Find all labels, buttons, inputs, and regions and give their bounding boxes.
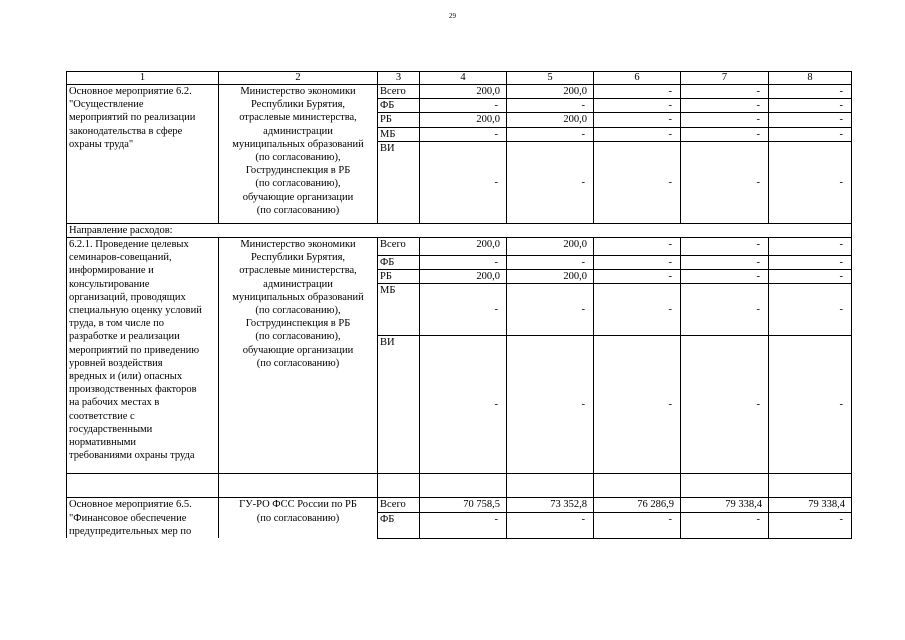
value-cell: - xyxy=(681,99,769,113)
direction-label: Направление расходов: xyxy=(67,223,852,237)
empty-cell xyxy=(420,474,507,498)
text-line: соответствие с xyxy=(69,410,135,422)
executor xyxy=(219,238,378,474)
column-header: 7 xyxy=(681,72,769,85)
column-header: 2 xyxy=(219,72,378,85)
value-cell: 200,0 xyxy=(507,238,594,256)
activity-name xyxy=(67,238,219,474)
value-cell: - xyxy=(420,99,507,113)
activity-name xyxy=(67,85,219,224)
funding-source: РБ xyxy=(378,113,420,127)
funding-row xyxy=(67,238,852,256)
text-line: Гострудинспекция в РБ xyxy=(245,318,351,330)
empty-cell xyxy=(681,474,769,498)
empty-cell xyxy=(378,474,420,498)
value-cell: - xyxy=(769,256,852,270)
value-cell: - xyxy=(769,99,852,113)
text-line: ГУ-РО ФСС России по РБ xyxy=(239,499,357,511)
value-cell: - xyxy=(769,512,852,538)
funding-source: Всего xyxy=(378,238,420,256)
value-cell: - xyxy=(681,85,769,99)
text-line: (по согласованию) xyxy=(256,512,340,524)
funding-row xyxy=(67,85,852,99)
column-header: 3 xyxy=(378,72,420,85)
value-cell: - xyxy=(594,99,681,113)
value-cell: - xyxy=(420,284,507,336)
header-row xyxy=(67,72,852,85)
value-cell: - xyxy=(594,284,681,336)
value-cell: 73 352,8 xyxy=(507,498,594,512)
text-line: семинаров-совещаний, xyxy=(69,252,172,264)
value-cell: - xyxy=(594,336,681,474)
spacer-row xyxy=(67,474,852,498)
activity-name xyxy=(67,498,219,538)
empty-cell xyxy=(219,474,378,498)
value-cell: - xyxy=(681,141,769,223)
text-line: Гострудинспекция в РБ xyxy=(245,165,351,177)
direction-row xyxy=(67,223,852,237)
value-cell: 200,0 xyxy=(507,85,594,99)
text-line: разработке и реализации xyxy=(69,331,180,343)
value-cell: - xyxy=(769,284,852,336)
text-line: государственными xyxy=(69,423,153,435)
text-line: муниципальных образований xyxy=(232,138,364,150)
value-cell: - xyxy=(769,336,852,474)
text-line: производственных факторов xyxy=(69,384,197,396)
budget-table xyxy=(66,71,852,539)
funding-source: Всего xyxy=(378,85,420,99)
value-cell: - xyxy=(507,141,594,223)
funding-source: РБ xyxy=(378,270,420,284)
text-line: Республики Бурятия, xyxy=(250,252,346,264)
executor xyxy=(219,85,378,224)
text-line: Республики Бурятия, xyxy=(250,99,346,111)
value-cell: - xyxy=(594,512,681,538)
text-line: на рабочих местах в xyxy=(69,397,160,409)
text-line: 6.2.1. Проведение целевых xyxy=(69,239,189,251)
empty-cell xyxy=(67,474,219,498)
page-number: 29 xyxy=(449,12,456,20)
value-cell: - xyxy=(594,85,681,99)
value-cell: - xyxy=(681,256,769,270)
text-line: "Осуществление xyxy=(69,99,144,111)
value-cell: - xyxy=(769,141,852,223)
value-cell: - xyxy=(681,238,769,256)
value-cell: 76 286,9 xyxy=(594,498,681,512)
text-line: муниципальных образований xyxy=(232,291,364,303)
text-line: предупредительных мер по xyxy=(69,525,192,537)
funding-source: МБ xyxy=(378,127,420,141)
text-line: мероприятий по приведению xyxy=(69,344,200,356)
column-header: 5 xyxy=(507,72,594,85)
value-cell: - xyxy=(594,141,681,223)
text-line: Основное мероприятие 6.2. xyxy=(69,86,192,97)
column-header: 6 xyxy=(594,72,681,85)
value-cell: - xyxy=(681,512,769,538)
value-cell: - xyxy=(594,256,681,270)
value-cell: 79 338,4 xyxy=(769,498,852,512)
text-line: специальную оценку условий xyxy=(69,305,202,317)
column-header: 4 xyxy=(420,72,507,85)
value-cell: - xyxy=(769,85,852,99)
value-cell: 200,0 xyxy=(420,113,507,127)
text-line: (по согласованию), xyxy=(255,178,341,190)
text-line: администрации xyxy=(263,125,333,137)
text-line: (по согласованию) xyxy=(256,357,340,369)
text-line: консультирование xyxy=(69,278,150,290)
value-cell: 200,0 xyxy=(420,270,507,284)
text-line: организаций, проводящих xyxy=(69,291,186,303)
value-cell: 70 758,5 xyxy=(420,498,507,512)
value-cell: - xyxy=(681,127,769,141)
value-cell: - xyxy=(681,113,769,127)
text-line: Министерство экономики xyxy=(240,86,356,97)
text-line: Министерство экономики xyxy=(240,239,356,251)
value-cell: - xyxy=(420,512,507,538)
value-cell: - xyxy=(420,336,507,474)
column-header: 8 xyxy=(769,72,852,85)
value-cell: - xyxy=(594,127,681,141)
text-line: администрации xyxy=(263,278,333,290)
value-cell: - xyxy=(507,512,594,538)
funding-source: ФБ xyxy=(378,512,420,538)
funding-source: ВИ xyxy=(378,336,420,474)
value-cell: - xyxy=(507,127,594,141)
value-cell: - xyxy=(507,256,594,270)
value-cell: 200,0 xyxy=(507,113,594,127)
text-line: требованиями охраны труда xyxy=(69,450,195,462)
value-cell: - xyxy=(507,99,594,113)
text-line: обучающие организации xyxy=(242,344,354,356)
text-line: "Финансовое обеспечение xyxy=(69,512,187,524)
text-line: отраслевые министерства, xyxy=(239,265,357,277)
value-cell: - xyxy=(594,270,681,284)
funding-source: Всего xyxy=(378,498,420,512)
empty-cell xyxy=(507,474,594,498)
text-line: законодательства в сфере xyxy=(69,125,183,137)
value-cell: 79 338,4 xyxy=(681,498,769,512)
text-line: (по согласованию), xyxy=(255,305,341,317)
value-cell: 200,0 xyxy=(507,270,594,284)
text-line: (по согласованию) xyxy=(256,204,340,216)
value-cell: - xyxy=(507,284,594,336)
text-line: информирование и xyxy=(69,265,154,277)
value-cell: - xyxy=(769,127,852,141)
value-cell: - xyxy=(681,336,769,474)
value-cell: 200,0 xyxy=(420,238,507,256)
value-cell: - xyxy=(769,113,852,127)
value-cell: - xyxy=(594,238,681,256)
value-cell: - xyxy=(420,141,507,223)
value-cell: - xyxy=(681,270,769,284)
text-line: мероприятий по реализации xyxy=(69,112,196,124)
value-cell: - xyxy=(420,256,507,270)
empty-cell xyxy=(594,474,681,498)
funding-source: ФБ xyxy=(378,99,420,113)
text-line: (по согласованию), xyxy=(255,331,341,343)
empty-cell xyxy=(769,474,852,498)
text-line: труда, в том числе по xyxy=(69,318,164,330)
funding-source: МБ xyxy=(378,284,420,336)
text-line: (по согласованию), xyxy=(255,152,341,164)
value-cell: - xyxy=(594,113,681,127)
text-line: охраны труда" xyxy=(69,138,134,150)
value-cell: 200,0 xyxy=(420,85,507,99)
funding-source: ВИ xyxy=(378,141,420,223)
text-line: обучающие организации xyxy=(242,191,354,203)
value-cell: - xyxy=(769,270,852,284)
funding-row xyxy=(67,498,852,512)
text-line: отраслевые министерства, xyxy=(239,112,357,124)
text-line: уровней воздействия xyxy=(69,357,163,369)
funding-source: ФБ xyxy=(378,256,420,270)
text-line: Основное мероприятие 6.5. xyxy=(69,499,192,511)
column-header: 1 xyxy=(67,72,219,85)
value-cell: - xyxy=(420,127,507,141)
value-cell: - xyxy=(507,336,594,474)
value-cell: - xyxy=(681,284,769,336)
executor xyxy=(219,498,378,538)
text-line: нормативными xyxy=(69,437,137,449)
value-cell: - xyxy=(769,238,852,256)
text-line: вредных и (или) опасных xyxy=(69,371,183,383)
